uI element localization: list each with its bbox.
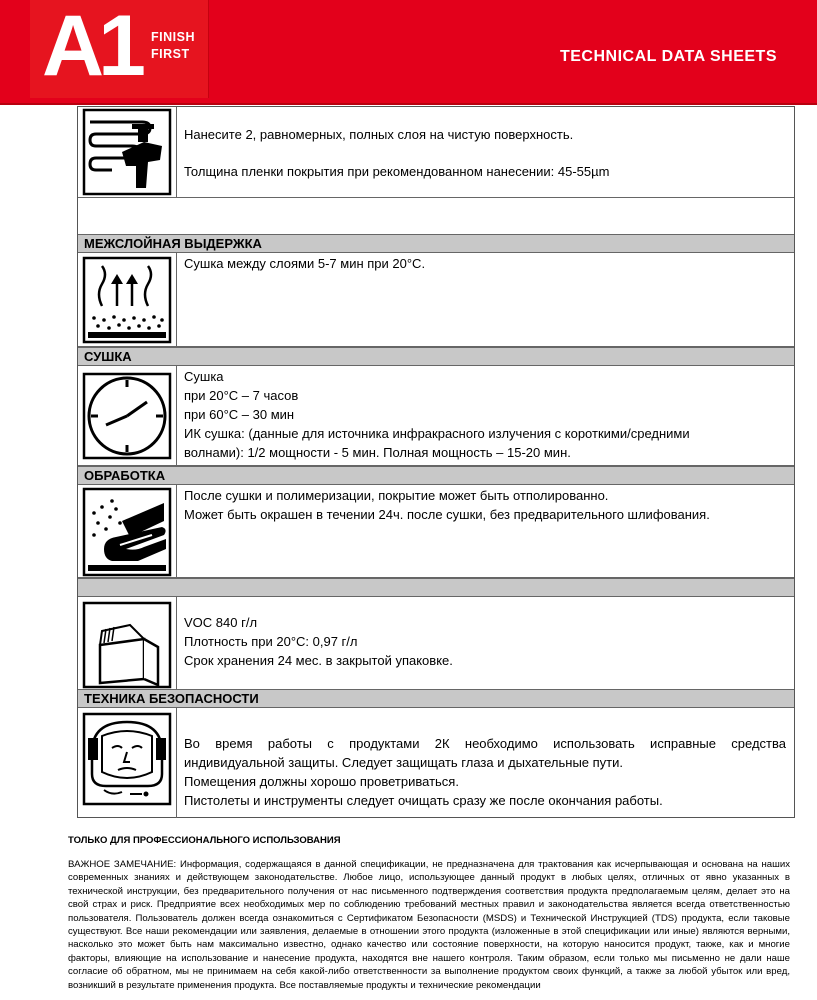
logo-tagline-line2: FIRST (151, 47, 190, 61)
logo-mark: A1 (42, 0, 140, 94)
processing-row (78, 485, 794, 578)
section-heading-empty (78, 578, 794, 597)
storage-row (78, 597, 794, 690)
safety-line-1: Во время работы с продуктами 2К необходимо использовать исправные средства (184, 736, 786, 751)
safety-line-4: Пистолеты и инструменты следует очищать сразу же после окончания работы. (184, 793, 663, 808)
safety-row (78, 708, 794, 818)
storage-line-1: VOC 840 г/л (184, 615, 258, 630)
section-heading-drying: СУШКА (78, 347, 794, 366)
flash-off-row (78, 253, 794, 347)
drying-line-1: Сушка (184, 369, 224, 384)
flash-off-line-1: Сушка между слоями 5-7 мин при 20°C. (184, 256, 426, 271)
header-title: TECHNICAL DATA SHEETS (559, 48, 777, 65)
safety-icon-cell (78, 708, 177, 818)
application-line-1: Нанесите 2, равномерных, полных слоя на чистую поверхность. (184, 127, 574, 142)
safety-line-3: Помещения должны хорошо проветриваться. (184, 774, 459, 789)
drying-text (184, 367, 690, 462)
drying-line-2: при 20°C – 7 часов (184, 388, 299, 403)
processing-line-1: После сушки и полимеризации, покрытие может быть отполированно. (184, 488, 609, 503)
drying-line-5: волнами): 1/2 мощности - 5 мин. Полная мощность – 15-20 мин. (184, 445, 571, 460)
blank-row (78, 198, 794, 235)
storage-line-3: Срок хранения 24 мес. в закрытой упаковке. (184, 653, 453, 668)
brand-logo (30, 0, 209, 98)
page-header (0, 0, 817, 105)
section-heading-processing: ОБРАБОТКА (78, 466, 794, 485)
logo-tagline-line1: FINISH (151, 30, 195, 44)
section-heading-safety: ТЕХНИКА БЕЗОПАСНОСТИ (78, 689, 794, 708)
face-shield-icon (82, 712, 172, 806)
clock-icon (82, 372, 172, 460)
data-sheet-table (77, 106, 795, 818)
datasheet-book-icon (82, 601, 172, 689)
drying-icon-cell (78, 366, 177, 465)
safety-text (184, 734, 786, 810)
drying-line-4: ИК сушка: (данные для источника инфракрасного излучения с короткими/средними (184, 426, 690, 441)
sanding-icon (82, 487, 172, 577)
processing-line-2: Может быть окрашен в течении 24ч. после сушки, без предварительного шлифования. (184, 507, 710, 522)
footer-title: ТОЛЬКО ДЛЯ ПРОФЕССИОНАЛЬНОГО ИСПОЛЬЗОВАНИЯ (68, 835, 341, 846)
storage-icon-cell (78, 597, 177, 689)
flash-off-text (184, 254, 425, 273)
processing-text (184, 486, 710, 524)
storage-text (184, 613, 453, 670)
application-line-2: Толщина пленки покрытия при рекомендованном нанесении: 45-55µm (184, 164, 610, 179)
footer-disclaimer: ВАЖНОЕ ЗАМЕЧАНИЕ: Информация, содержащаяся в данной спецификации, не предназначена для трактования как исчерпывающая и основана на наших современных знаниях и действующем законодательстве. Любое лицо, использующее данный продукт в любых целях, отличных от явно указанных в технической инструкции, без предварительного получения от нас письменного подтверждения соответствия продукта предполагаемым целям, делает это на свой страх и риск. Предприятие всех необходимых мер по соблюдению требований местных правил и законодательства является всегда ответственностью пользователя. Пользователь должен всегда ознакомиться с Сертификатом Безопасности (MSDS) и Технической Инструкцией (TDS) продукта, если таковые существуют. Все наши рекомендации или заявления, делаемые в отношении этого продукта (изложенные в этой спецификации или иные) являются верными, насколько это может быть нам максимально известно, однако качество или состояние поверхности, на которую наносится продукт, также, как и многие факторы, влияющие на использование и нанесение продукта, находятся вне нашего контроля. Таким образом, если только мы письменно не дали наше согласие об обратном, мы не принимаем на себя какой-либо ответственности за выполнение продуктом своих функций, а также за любой убыток или вред, возникший в результате применения продукта. Все поставляемые продукты и технические рекомендации (68, 859, 790, 991)
spray-gun-icon (82, 108, 172, 196)
flash-off-icon-cell (78, 253, 177, 346)
application-row (78, 107, 794, 198)
application-icon-cell (78, 107, 177, 197)
application-text (184, 125, 609, 181)
drying-row (78, 366, 794, 466)
logo-tagline (151, 29, 195, 63)
processing-icon-cell (78, 485, 177, 577)
storage-line-2: Плотность при 20°C: 0,97 г/л (184, 634, 358, 649)
section-heading-flash-off: МЕЖСЛОЙНАЯ ВЫДЕРЖКА (78, 234, 794, 253)
safety-line-2: индивидуальной защиты. Следует защищать глаза и дыхательные пути. (184, 755, 624, 770)
evaporation-icon (82, 256, 172, 344)
drying-line-3: при 60°C – 30 мин (184, 407, 295, 422)
